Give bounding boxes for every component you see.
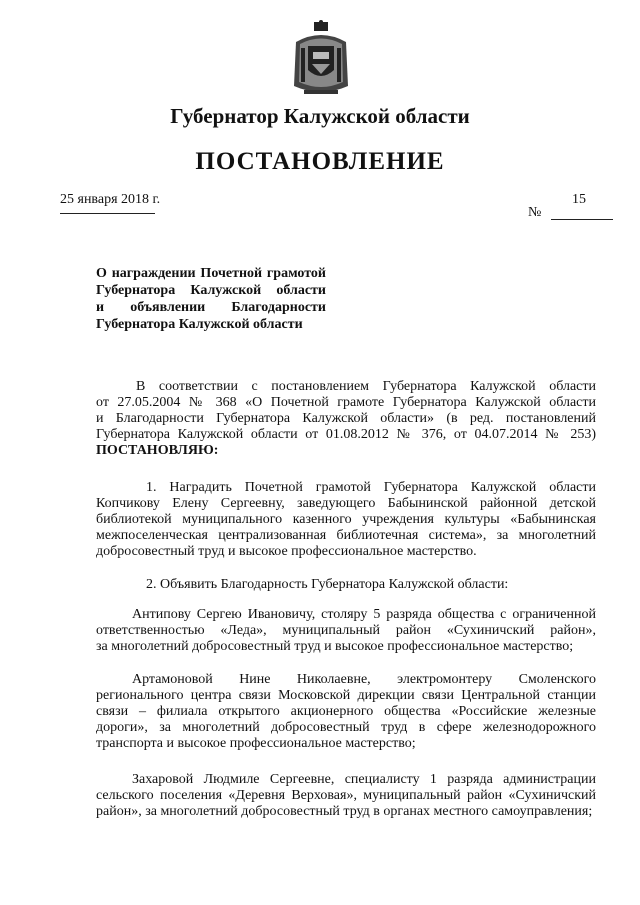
recipient-line: транспорта и высокое профессиональное мастерство;	[96, 736, 416, 751]
recipient-line: сельского поселения «Деревня Верховая», муниципальный район «Сухиничский	[96, 788, 596, 803]
document-date: 25 января 2018 г.	[60, 192, 161, 207]
preamble-line: Губернатора Калужской области от 01.08.2012 № 376, от 04.07.2014 № 253)	[96, 427, 596, 442]
recipient-paragraph	[96, 672, 596, 752]
recipient-line: Артамоновой Нине Николаевне, электромонтеру Смоленского	[132, 672, 596, 687]
item-1-paragraph	[96, 480, 596, 560]
item-1-line: добросовестный труд и высокое профессиональное мастерство.	[96, 544, 477, 559]
preamble-line: и Благодарности Губернатора Калужской области» (в ред. постановлений	[96, 411, 596, 426]
item-2-paragraph	[96, 577, 596, 593]
resolve-heading: ПОСТАНОВЛЯЮ:	[96, 443, 219, 458]
number-underline	[551, 219, 613, 220]
subject-line: О награждении Почетной грамотой	[96, 266, 326, 281]
recipient-line: ответственностью «Леда», муниципальный район «Сухиничский район»,	[96, 623, 596, 638]
recipient-line: район», за многолетний добросовестный труд в органах местного самоуправления;	[96, 804, 593, 819]
recipient-line: Антипову Сергею Ивановичу, столяру 5 разряда общества с ограниченной	[132, 607, 596, 622]
recipient-paragraph	[96, 772, 596, 820]
subject-line: Губернатора Калужской области	[96, 317, 303, 332]
coat-of-arms-emblem	[290, 20, 352, 100]
item-1-line: Копчикову Елену Сергеевну, заведующего Бабынинской районной детской	[96, 496, 596, 511]
item-1-line: межпоселенческая централизованная библиотечная система», за многолетний	[96, 528, 596, 543]
issuing-authority: Губернатор Калужской области	[170, 104, 470, 128]
recipient-line: за многолетний добросовестный труд и высокое профессиональное мастерство;	[96, 639, 574, 654]
recipient-line: регионального центра связи Московской дирекции связи Центральной станции	[96, 688, 596, 703]
recipient-line: Захаровой Людмиле Сергеевне, специалисту 1 разряда администрации	[132, 772, 596, 787]
subject-line: и объявлении Благодарности	[96, 300, 326, 315]
recipient-line: дороги», за многолетний добросовестный труд в сфере железнодорожного	[96, 720, 596, 735]
date-underline	[60, 213, 155, 214]
preamble-line: В соответствии с постановлением Губернатора Калужской области	[136, 379, 596, 394]
document-type-title: ПОСТАНОВЛЕНИЕ	[195, 148, 445, 175]
number-sign: №	[528, 205, 542, 220]
document-number: 15	[572, 192, 586, 207]
recipient-line: связи – филиала открытого акционерного общества «Российские железные	[96, 704, 596, 719]
item-1-line: библиотекой муниципального казенного учреждения культуры «Бабынинская	[96, 512, 596, 527]
item-2-text: 2. Объявить Благодарность Губернатора Калужской области:	[146, 577, 509, 592]
preamble-line: от 27.05.2004 № 368 «О Почетной грамоте Губернатора Калужской области	[96, 395, 596, 410]
item-1-line: 1. Наградить Почетной грамотой Губернатора Калужской области	[146, 480, 596, 495]
document-subject	[96, 265, 326, 333]
recipient-paragraph	[96, 607, 596, 655]
preamble-paragraph	[96, 379, 596, 459]
subject-line: Губернатора Калужской области	[96, 283, 326, 298]
